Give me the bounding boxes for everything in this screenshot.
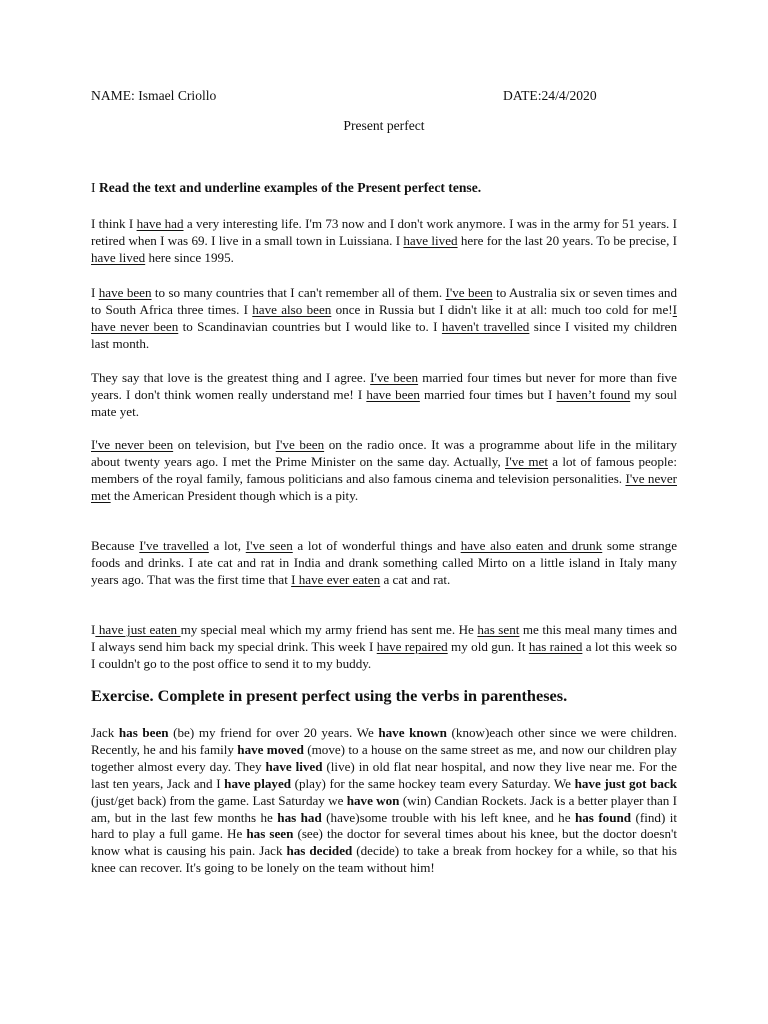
answer-verb: have known	[378, 725, 447, 740]
text-run: a cat and rat.	[380, 571, 451, 587]
text-run: I	[91, 285, 99, 300]
answer-verb: have moved	[237, 741, 304, 757]
text-run: a lot of famous people: members of the royal family, famous politicians and also famous cinema and television personalities.	[91, 453, 677, 486]
answer-verb: have played	[224, 775, 292, 791]
exercise-heading: Exercise. Complete in present perfect using the verbs in parentheses.	[91, 686, 568, 705]
answer-verb: has seen	[246, 826, 294, 842]
text-run: (play) for the same hockey team every Saturday. We	[291, 775, 575, 791]
answer-verb: have lived	[265, 758, 323, 774]
underlined-present-perfect: I have never been	[91, 301, 677, 334]
underlined-present-perfect: have had	[136, 216, 184, 231]
reading-paragraph	[91, 437, 677, 505]
underlined-present-perfect: I've been	[275, 437, 325, 452]
underlined-present-perfect: has rained	[528, 638, 583, 654]
text-run: (see) the doctor for several times about his knee, but the doctor doesn't know what is causing his pain. Jack	[91, 826, 677, 859]
worksheet-date: DATE:24/4/2020	[503, 88, 597, 103]
text-run: here for the last 20 years. To be precise, I	[457, 232, 678, 248]
answer-verb: has been	[118, 725, 169, 740]
underlined-present-perfect: I've been	[370, 370, 419, 385]
text-run: a lot,	[208, 538, 246, 553]
underlined-present-perfect: have been	[98, 285, 152, 300]
text-run: to Australia six or seven times and to South Africa three times. I	[91, 285, 677, 317]
text-run: (find) it hard to play a full game. He	[91, 809, 678, 842]
text-run: to so many countries that I can't remember all of them.	[151, 285, 446, 300]
text-run: Jack	[91, 725, 119, 740]
text-run: (be) my friend for over 20 years. We	[168, 725, 379, 740]
text-run: some strange foods and drinks. I ate cat and rat in India and drank something called Mirto on a little island in Italy many years ago. That was the first time that	[91, 538, 678, 587]
text-run: They say that love is the greatest thing and I agree.	[91, 370, 371, 385]
underlined-present-perfect: I've seen	[245, 538, 293, 553]
text-run: (decide) to take a break from hockey for a while, so that his knee can recover. It's going to be lonely on the team without him!	[91, 843, 677, 876]
underlined-present-perfect: has sent	[477, 622, 520, 637]
exercise-paragraph	[91, 725, 677, 877]
text-run: married four times but never for more than five years. I don't think women really understand me! I	[91, 370, 677, 402]
text-run: to Scandinavian countries but I would like to. I	[178, 318, 442, 334]
answer-verb: have won	[346, 792, 400, 808]
answer-verb: have just got back	[574, 775, 677, 791]
text-run: me this meal many times and I always send him back my special drink. This week I	[91, 622, 677, 654]
text-run: here since 1995.	[145, 249, 234, 265]
student-name: NAME: Ismael Criollo	[91, 88, 217, 103]
reading-paragraph	[91, 285, 677, 353]
instruction-text: Read the text and underline examples of the Present perfect tense.	[98, 180, 482, 195]
text-run: on television, but	[173, 437, 276, 452]
instruction-number: I	[91, 180, 96, 195]
text-run: married four times but I	[419, 386, 557, 402]
text-run: the American President though which is a pity.	[110, 487, 359, 503]
underlined-present-perfect: have also been	[252, 301, 332, 317]
reading-paragraph	[91, 370, 677, 421]
text-run: my old gun. It	[447, 638, 529, 654]
underlined-present-perfect: I've met	[505, 453, 549, 469]
underlined-present-perfect: have been	[366, 386, 420, 402]
text-run: I think I	[91, 216, 137, 231]
underlined-present-perfect: have lived	[91, 249, 146, 265]
page-title: Present perfect	[343, 118, 425, 133]
text-run: on the radio once. It was a programme about life in the military about twenty years ago. I met the Prime Minister on the same day. Actually,	[91, 437, 678, 469]
text-run: I	[91, 622, 96, 637]
text-run: (live) in old flat near hospital, and now they live near me. For the last ten years, Jack and I	[91, 758, 677, 791]
underlined-present-perfect: haven't travelled	[441, 318, 530, 334]
answer-verb: has decided	[286, 843, 353, 859]
underlined-present-perfect: I've travelled	[139, 538, 209, 553]
text-run: a very interesting life. I'm 73 now and I don't work anymore. I was in the army for 51 years. I retired when I was 69. I live in a small town in Luissiana. I	[91, 216, 677, 248]
text-run: once in Russia but I didn't like it at all: much too cold for me!	[331, 301, 673, 317]
text-run: since I visited my children last month.	[91, 318, 678, 351]
text-run: a lot of wonderful things and	[292, 538, 461, 553]
text-run: (win) Candian Rockets. Jack is a better player than I am, but in the last few months he	[91, 792, 677, 825]
underlined-present-perfect: have just eaten	[95, 622, 181, 637]
text-run: (just/get back) from the game. Last Saturday we	[91, 792, 347, 808]
underlined-present-perfect: have repaired	[376, 638, 448, 654]
text-run: my soul mate yet.	[91, 386, 677, 419]
text-run: (know)each other since we were children. Recently, he and his family	[91, 725, 677, 757]
underlined-present-perfect: I've never been	[91, 437, 174, 452]
reading-paragraph	[91, 216, 677, 267]
underlined-present-perfect: I have ever eaten	[291, 571, 381, 587]
reading-paragraph	[91, 622, 677, 673]
reading-instruction	[91, 179, 481, 196]
text-run: Because	[91, 538, 140, 553]
answer-verb: has had	[277, 809, 322, 825]
reading-paragraph	[91, 538, 677, 589]
text-run: (move) to a house on the same street as me, and now our children play together almost every day. They	[91, 741, 677, 774]
underlined-present-perfect: have lived	[403, 232, 458, 248]
underlined-present-perfect: haven’t found	[556, 386, 631, 402]
answer-verb: has found	[574, 809, 632, 825]
text-run: a lot this week so I couldn't go to the post office to send it to my buddy.	[91, 638, 677, 671]
underlined-present-perfect: have also eaten and drunk	[460, 538, 603, 553]
underlined-present-perfect: I've never met	[91, 470, 677, 503]
text-run: (have)some trouble with his left knee, and he	[321, 809, 575, 825]
underlined-present-perfect: I've been	[445, 285, 493, 300]
text-run: my special meal which my army friend has sent me. He	[180, 622, 478, 637]
